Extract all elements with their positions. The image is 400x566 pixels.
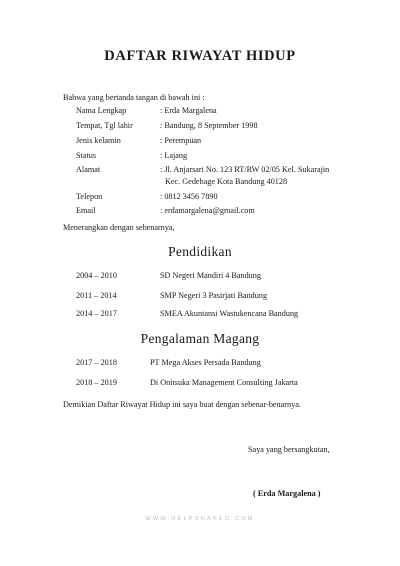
internship-place: Di Onitsuka Management Consulting Jakarta <box>150 378 298 387</box>
declare-text: Menerangkan dengan sebenarnya, <box>63 223 175 232</box>
label-email: Email <box>76 206 96 215</box>
value-telepon: : 0812 3456 7890 <box>160 192 218 201</box>
label-ttl: Tempat, Tgl lahir <box>76 121 133 130</box>
education-years: 2014 – 2017 <box>76 309 117 318</box>
value-jenis-kelamin: : Perempuan <box>160 136 202 145</box>
watermark: WWW.HELPSHARED.COM <box>145 516 255 522</box>
label-jenis-kelamin: Jenis kelamin <box>76 136 121 145</box>
value-status: : Lajang <box>160 151 188 160</box>
label-nama: Nama Lengkap <box>76 106 127 115</box>
label-status: Status <box>76 151 97 160</box>
education-place: SD Negeri Mandiri 4 Bandung <box>160 271 261 280</box>
value-alamat-line2: Kec. Gedebage Kota Bandung 40128 <box>165 177 288 186</box>
value-ttl: : Bandung, 8 September 1998 <box>160 121 258 130</box>
education-place: SMP Negeri 3 Pasirjati Bandung <box>160 291 268 300</box>
value-email: : erdamargalena@gmail.com <box>160 206 255 215</box>
page-title: DAFTAR RIWAYAT HIDUP <box>104 48 296 64</box>
value-alamat: : Jl. Anjarsari No. 123 RT/RW 02/05 Kel. Sukarajin <box>160 165 330 174</box>
label-alamat: Alamat <box>76 165 101 174</box>
signature-name: ( Erda Margalena ) <box>253 489 321 498</box>
label-telepon: Telepon <box>76 192 103 201</box>
internship-years: 2017 – 2018 <box>76 358 117 367</box>
education-heading: Pendidikan <box>168 244 232 259</box>
signature-salutation: Saya yang bersangkutan, <box>248 445 330 454</box>
value-nama: : Erda Margalena <box>160 106 217 115</box>
education-years: 2011 – 2014 <box>76 291 117 300</box>
education-place: SMEA Akuntansi Wastukencana Bandung <box>160 309 299 318</box>
internship-heading: Pengalaman Magang <box>140 331 260 346</box>
closing-text: Demikian Daftar Riwayat Hidup ini saya buat dengan sebenar-benarnya. <box>63 400 301 409</box>
education-years: 2004 – 2010 <box>76 271 117 280</box>
intro-text: Bahwa yang bertanda tangan di bawah ini : <box>63 93 205 102</box>
internship-place: PT Mega Akses Persada Bandung <box>150 358 261 367</box>
internship-years: 2018 – 2019 <box>76 378 117 387</box>
